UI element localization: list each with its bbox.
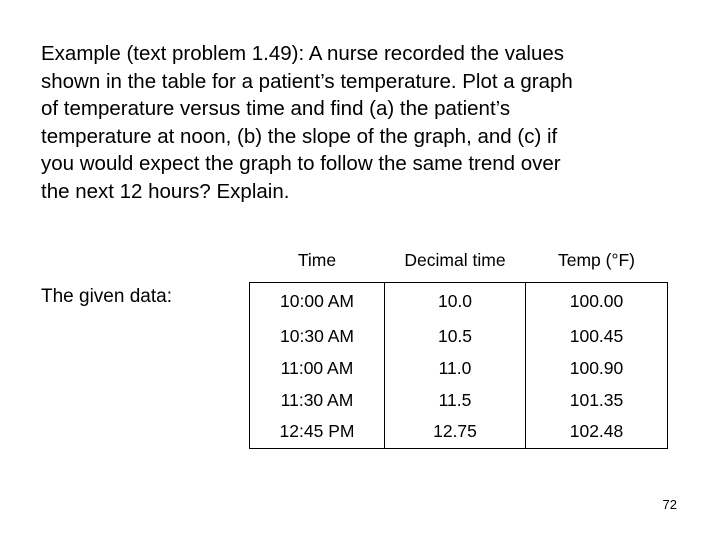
temp-cell: 100.45 bbox=[526, 320, 668, 352]
time-cell: 11:30 AM bbox=[250, 384, 385, 416]
decimal-time-cell: 12.75 bbox=[385, 416, 526, 448]
column-header-decimal-time: Decimal time bbox=[404, 250, 506, 271]
time-cell: 10:30 AM bbox=[250, 320, 385, 352]
decimal-time-cell: 10.5 bbox=[385, 320, 526, 352]
column-header-time: Time bbox=[297, 250, 337, 271]
time-cell: 10:00 AM bbox=[250, 282, 385, 320]
problem-line: temperature at noon, (b) the slope of the graph, and (c) if bbox=[41, 124, 558, 148]
time-cell: 12:45 PM bbox=[250, 416, 385, 448]
temp-cell: 101.35 bbox=[526, 384, 668, 416]
page-number: 72 bbox=[662, 497, 677, 512]
decimal-time-cell: 10.0 bbox=[385, 282, 526, 320]
temp-cell: 100.00 bbox=[526, 282, 668, 320]
problem-line: shown in the table for a patient’s temperature. Plot a graph bbox=[41, 69, 573, 93]
table-row bbox=[250, 384, 668, 416]
decimal-time-cell: 11.0 bbox=[385, 352, 526, 384]
time-cell: 11:00 AM bbox=[250, 352, 385, 384]
table-header-row bbox=[250, 240, 668, 282]
table-row bbox=[250, 416, 668, 448]
column-header-temp: Temp (°F) bbox=[558, 250, 635, 271]
temp-cell: 100.90 bbox=[526, 352, 668, 384]
table-row bbox=[250, 282, 668, 320]
problem-line: of temperature versus time and find (a) the patient’s bbox=[41, 97, 511, 121]
table-row bbox=[250, 320, 668, 352]
problem-statement bbox=[41, 40, 681, 206]
problem-line: you would expect the graph to follow the same trend over bbox=[41, 152, 561, 176]
data-table bbox=[249, 240, 668, 449]
problem-line: the next 12 hours? Explain. bbox=[41, 179, 290, 203]
table-row bbox=[250, 352, 668, 384]
temp-cell: 102.48 bbox=[526, 416, 668, 448]
given-data-label: The given data: bbox=[41, 286, 172, 307]
problem-line: Example (text problem 1.49): A nurse recorded the values bbox=[41, 42, 565, 65]
decimal-time-cell: 11.5 bbox=[385, 384, 526, 416]
